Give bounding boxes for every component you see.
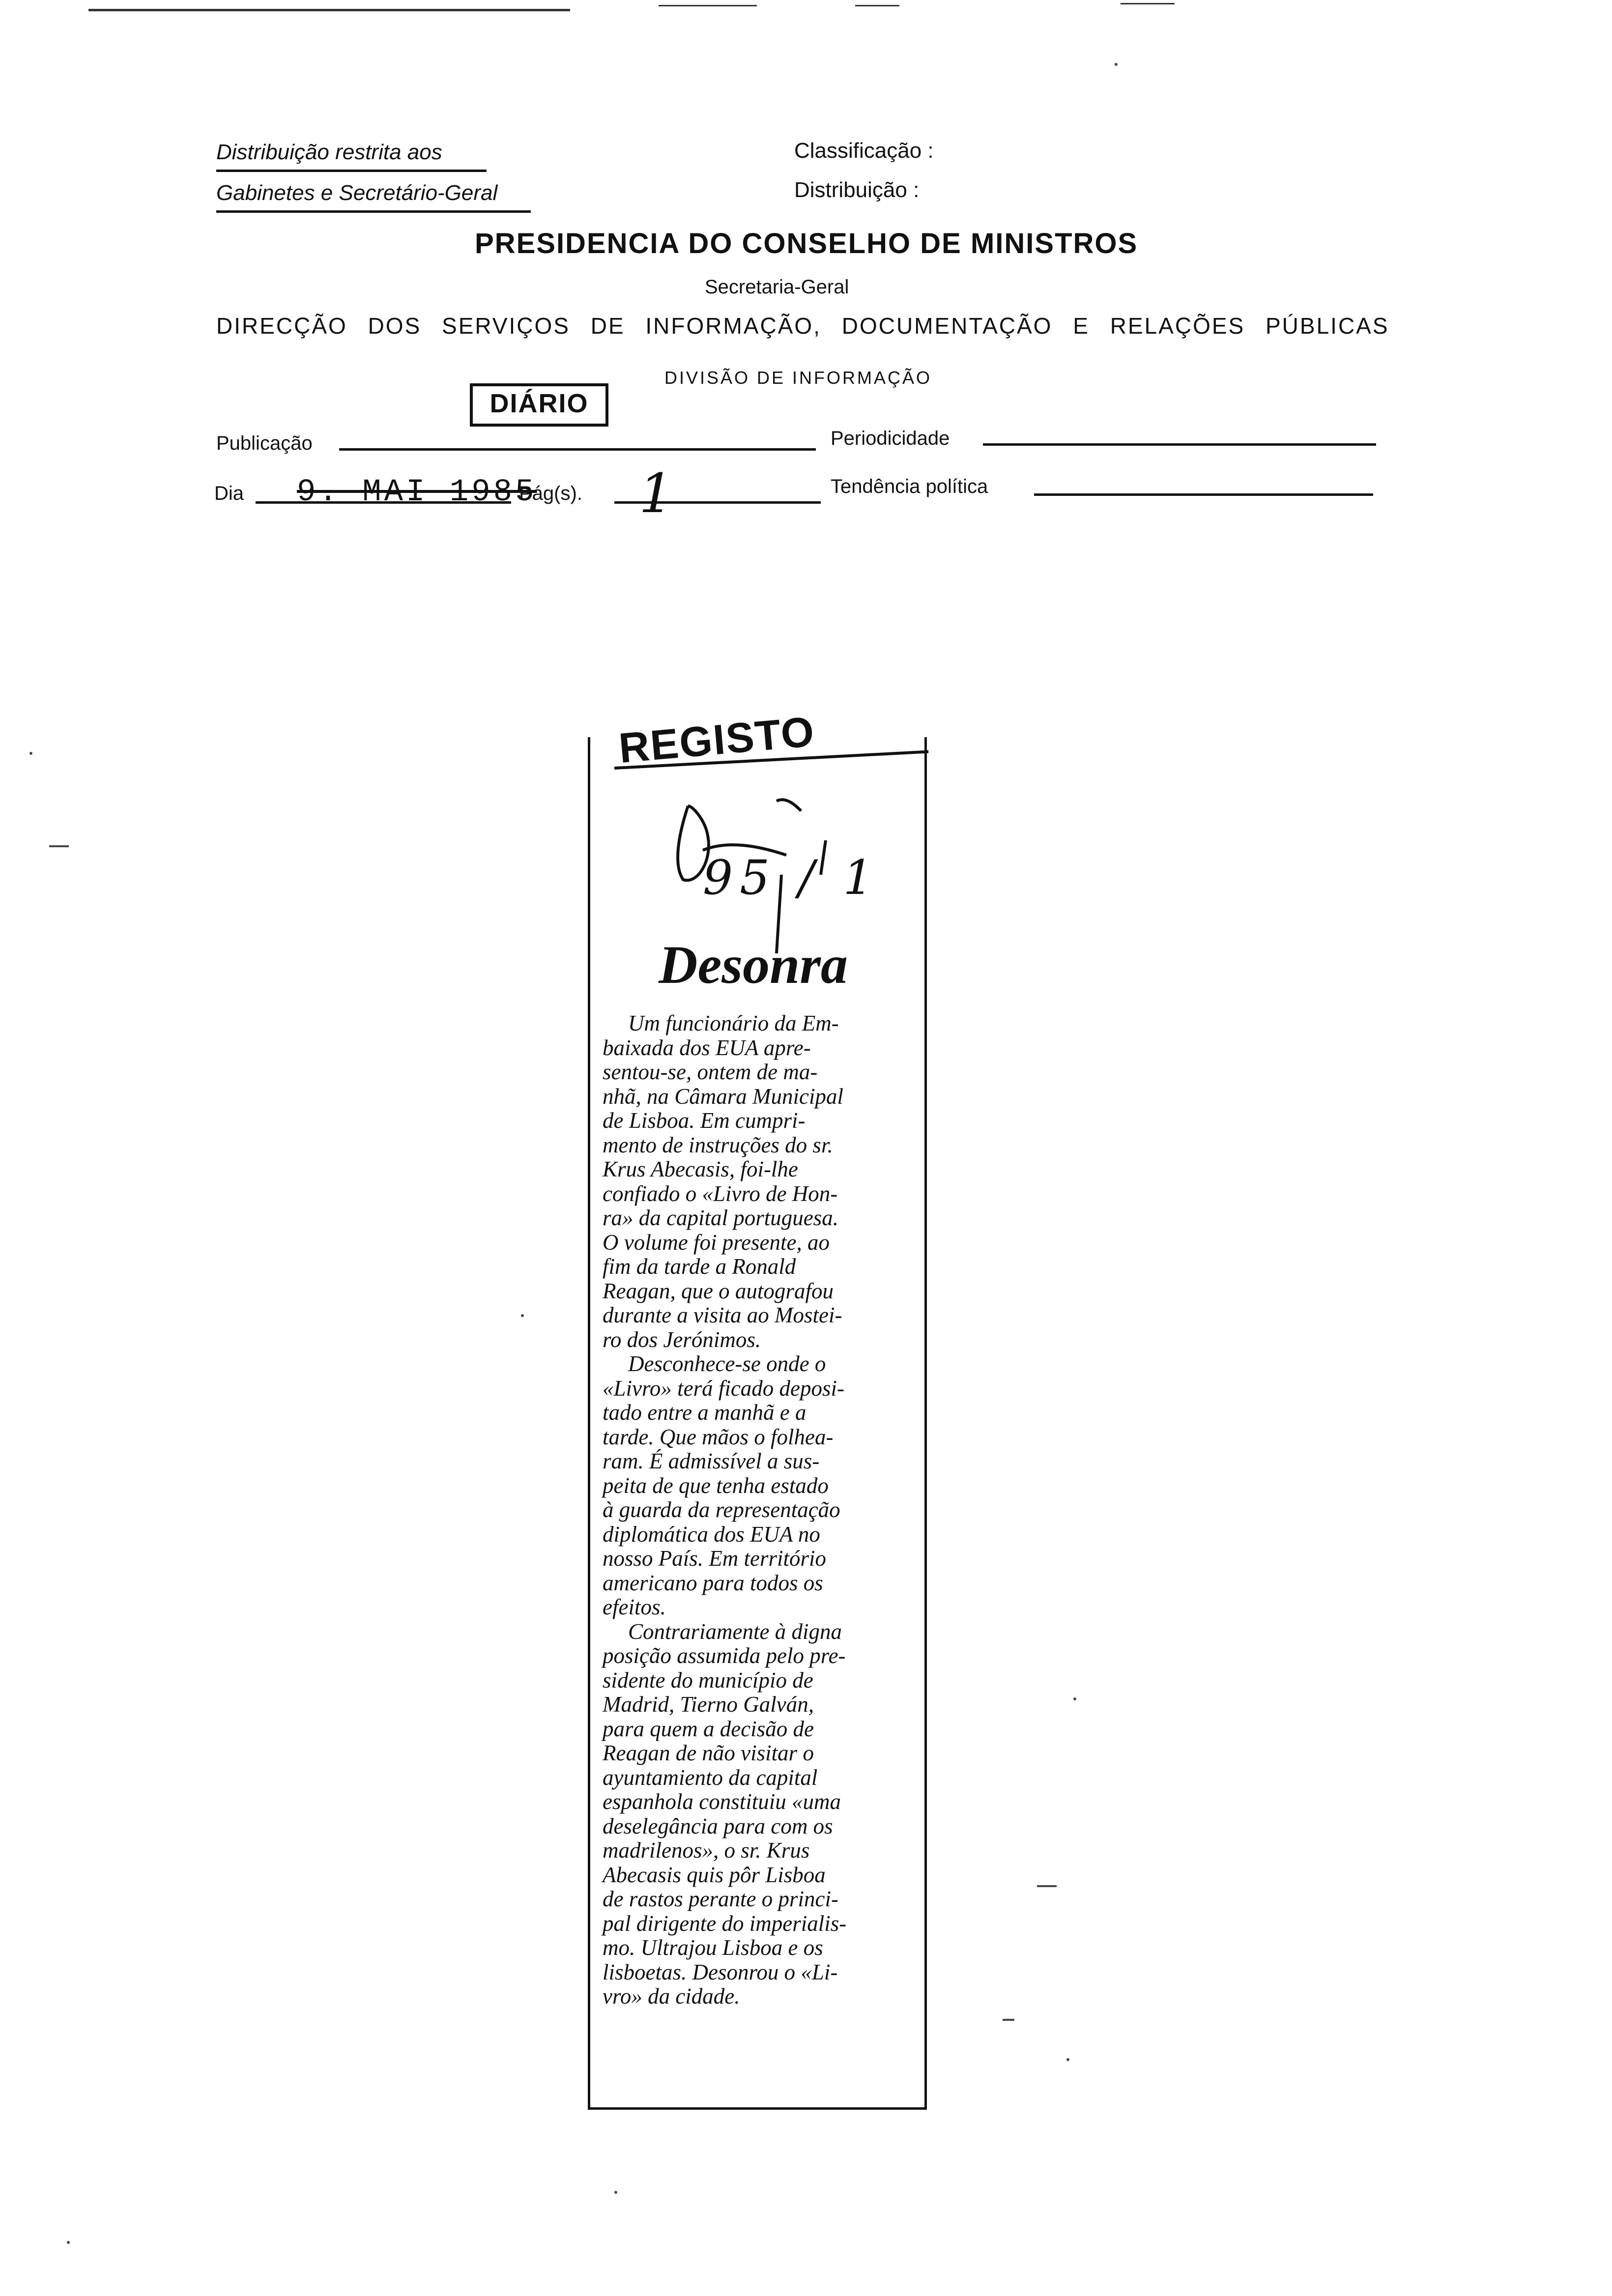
directorate-title: DIRECÇÃO DOS SERVIÇOS DE INFORMAÇÃO, DOCUMENTAÇÃO E RELAÇÕES PÚBLICAS (216, 313, 1389, 339)
scan-edge-line (855, 5, 899, 6)
article-line: diplomática dos EUA no (603, 1521, 820, 1547)
scan-edge-line (88, 9, 570, 11)
article-line: «Livro» terá ficado deposi- (603, 1376, 845, 1401)
division-title: DIVISÃO DE INFORMAÇÃO (664, 368, 932, 388)
article-line: peita de que tenha estado (603, 1473, 829, 1498)
article-line: Reagan, que o autografou (603, 1278, 834, 1303)
article-line: ram. É admissível a sus- (603, 1449, 820, 1473)
scan-speck (521, 1314, 524, 1317)
scan-dash (1037, 1885, 1057, 1887)
distribution-label: Distribuição : (794, 178, 920, 202)
article-line: para quem a decisão de (603, 1716, 814, 1741)
article-line: americano para todos os (603, 1570, 823, 1595)
scan-speck (1066, 2058, 1069, 2061)
restriction-line-2: Gabinetes e Secretário-Geral (216, 181, 498, 205)
restriction-underline (216, 210, 531, 213)
scan-edge-line (659, 5, 757, 6)
day-label: Dia (214, 483, 244, 504)
publication-field-line (339, 448, 816, 451)
article-line: madrilenos», o sr. Krus (603, 1838, 810, 1863)
article-line: sidente do município de (603, 1667, 813, 1693)
pages-label: Pág(s). (519, 483, 582, 504)
article-body (603, 1011, 917, 2009)
registo-tag: REGISTO (617, 708, 817, 773)
scan-dash (1003, 2019, 1014, 2021)
article-line: nosso País. Em território (603, 1546, 827, 1571)
article-line: mento de instruções do sr. (603, 1132, 833, 1157)
restriction-line-1: Distribuição restrita aos (216, 140, 442, 164)
article-line: Madrid, Tierno Galván, (603, 1692, 814, 1717)
classification-label: Classificação : (794, 139, 934, 163)
article-line: O volume foi presente, ao (603, 1230, 830, 1255)
article-line: pal dirigente do imperialis- (603, 1911, 847, 1936)
article-line: lisboetas. Desonrou o «Li- (603, 1959, 838, 1984)
article-line: confiado o «Livro de Hon- (603, 1181, 838, 1206)
secretariat-title: Secretaria-Geral (705, 276, 849, 298)
scan-edge-line (1121, 3, 1175, 4)
scan-speck (1073, 1697, 1076, 1700)
headline: Desonra (659, 935, 848, 995)
article-line: Contrariamente à digna (628, 1619, 842, 1644)
article-line: efeitos. (603, 1595, 666, 1619)
article-line: nhã, na Câmara Municipal (603, 1084, 843, 1109)
article-line: deselegância para com os (603, 1813, 833, 1838)
political-tendency-field-line (1034, 493, 1373, 496)
article-line: Krus Abecasis, foi-lhe (603, 1157, 798, 1181)
article-line: à guarda da representação (603, 1497, 840, 1522)
article-line: baixada dos EUA apre- (603, 1035, 811, 1060)
article-line: Desconhece-se onde o (628, 1351, 826, 1376)
periodicity-label: Periodicidade (831, 428, 950, 449)
article-line: sentou-se, ontem de ma- (603, 1060, 818, 1084)
article-line: fim da tarde a Ronald (603, 1254, 796, 1279)
periodicity-field-line (983, 443, 1376, 446)
handwritten-note-text: 95 / 1 (703, 850, 880, 905)
day-stamp: 9. MAI 1985 (297, 475, 537, 510)
article-line: Reagan de não visitar o (603, 1741, 814, 1765)
ministry-title: PRESIDENCIA DO CONSELHO DE MINISTROS (475, 228, 1138, 259)
article-line: mo. Ultrajou Lisboa e os (603, 1935, 823, 1960)
scan-speck (1115, 63, 1118, 66)
political-tendency-label: Tendência política (831, 476, 988, 497)
article-line: posição assumida pelo pre- (603, 1643, 846, 1668)
pages-handwritten: 1 (639, 462, 673, 525)
restriction-underline (216, 170, 487, 172)
article-line: tado entre a manhã e a (603, 1400, 806, 1425)
article-line: ayuntamiento da capital (603, 1765, 818, 1790)
scan-speck (29, 752, 32, 755)
article-line: de rastos perante o princi- (603, 1887, 838, 1911)
scan-speck (67, 2241, 70, 2244)
article-line: ro dos Jerónimos. (603, 1327, 761, 1352)
article-line: durante a visita ao Mostei- (603, 1303, 842, 1327)
publication-stamp: DIÁRIO (470, 383, 608, 427)
article-line: vro» da cidade. (603, 1984, 740, 2009)
scan-speck (614, 2191, 617, 2194)
article-line: de Lisboa. Em cumpri- (603, 1108, 806, 1133)
article-line: ra» da capital portuguesa. (603, 1205, 838, 1230)
article-line: Abecasis quis pôr Lisboa (603, 1862, 826, 1887)
publication-label: Publicação (216, 432, 313, 454)
article-line: Um funcionário da Em- (628, 1011, 839, 1035)
article-line: tarde. Que mãos o folhea- (603, 1424, 834, 1449)
article-line: espanhola constituiu «uma (603, 1789, 841, 1814)
scan-dash (49, 845, 69, 847)
